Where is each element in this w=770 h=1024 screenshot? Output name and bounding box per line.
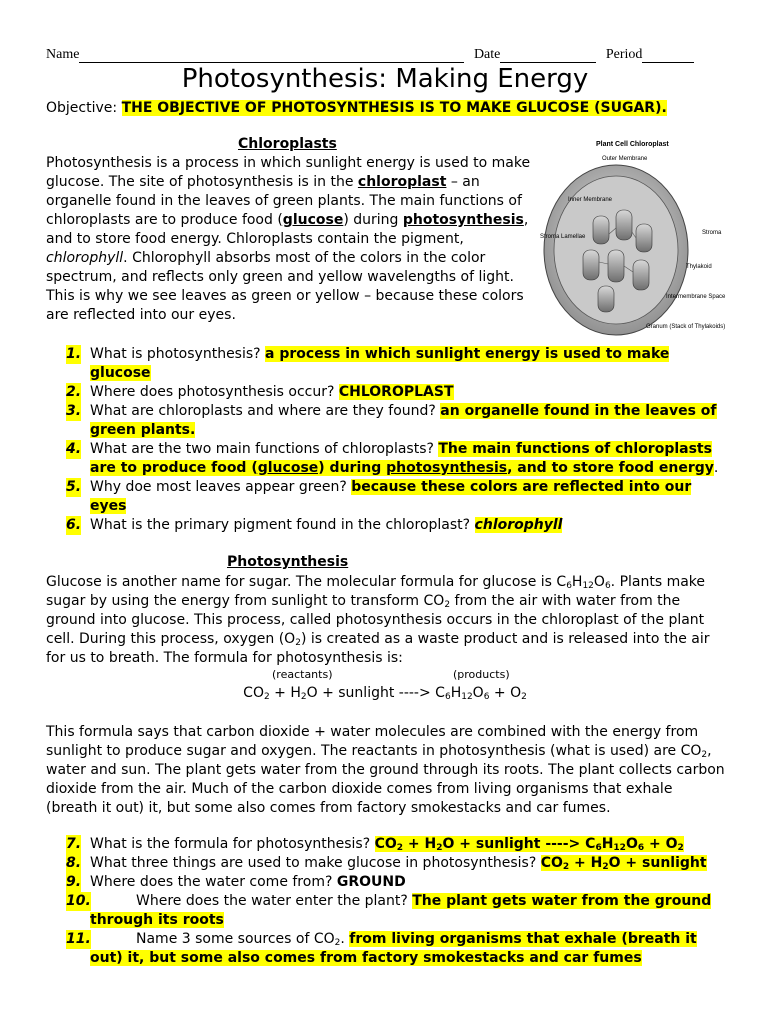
q3-answer: an organelle found in the leaves of green plants.: [90, 403, 717, 438]
q2-text: Where does photosynthesis occur?: [90, 384, 339, 400]
q4-tail: .: [713, 460, 719, 476]
formula-explanation: This formula says that carbon dioxide + water molecules are combined with the energy from sunlight to produce sugar and oxygen. The reactants in photosynthesis (what is used) are $CO_2$, water and sun. The plant gets water from the ground through its roots. The plant collects carbon dioxide from the air. Much of the carbon dioxide comes from living organisms that exhale (breath it out) it, but some also comes from factory smokestacks and car fumes.: [46, 724, 725, 816]
objective: [46, 100, 667, 116]
reactants-label: (reactants): [272, 668, 333, 681]
question-10: [46, 892, 726, 930]
q4-answer-3: , and to store food energy: [507, 460, 714, 476]
diagram-title: Plant Cell Chloroplast: [596, 141, 669, 148]
q8-text: What three things are used to make glucose in photosynthesis?: [90, 855, 541, 871]
q7-answer: $CO_2 + H_2O$ + sunlight ----> $C_6H_{12}O_6 + O_2$: [374, 836, 684, 853]
q10-num: 10.: [66, 893, 91, 909]
question-7: [46, 835, 726, 854]
question-6: [46, 516, 726, 535]
chloro-text-2: – an organelle found in the leaves of green plants. The main functions of chloroplasts are to produce food (: [46, 174, 522, 228]
label-granum: Granum (Stack of Thylakoids): [646, 324, 726, 330]
period-field[interactable]: [642, 48, 694, 63]
q1-answer: a process in which sunlight energy is used to make glucose: [90, 346, 670, 381]
chloro-text-1: Photosynthesis is a process in which sunlight energy is used to make glucose. The site of photosynthesis is in the: [46, 155, 531, 190]
question-1: [46, 345, 726, 383]
glucose-term: glucose: [282, 212, 344, 228]
q7-num: 7.: [66, 836, 82, 852]
question-8: [46, 854, 726, 873]
question-9: [46, 873, 726, 892]
q6-text: What is the primary pigment found in the chloroplast?: [90, 517, 475, 533]
q10-answer: The plant gets water from the ground through its roots: [90, 893, 712, 928]
photosynthesis-term: photosynthesis: [402, 212, 524, 228]
questions-7-11: [46, 835, 726, 968]
name-label: Name: [46, 47, 80, 62]
question-5: [46, 478, 726, 516]
q8-num: 8.: [66, 855, 82, 871]
label-inner-membrane: Inner Membrane: [568, 197, 613, 203]
date-field[interactable]: [500, 48, 596, 63]
name-field[interactable]: [79, 48, 464, 63]
label-stroma: Stroma: [702, 230, 722, 236]
q3-text: What are chloroplasts and where are they found?: [90, 403, 441, 419]
label-intermembrane-space: Intermembrane Space: [666, 294, 726, 300]
objective-text: THE OBJECTIVE OF PHOTOSYNTHESIS IS TO MAKE GLUCOSE (SUGAR).: [121, 100, 667, 116]
q5-num: 5.: [66, 479, 82, 495]
q11-text: Name 3 some sources of $CO_2$.: [136, 931, 350, 948]
q7-text: What is the formula for photosynthesis?: [90, 836, 375, 852]
q4-answer-glucose: glucose: [257, 460, 319, 476]
period-label: Period: [605, 47, 643, 62]
q4-num: 4.: [66, 441, 82, 457]
q11-num: 11.: [66, 931, 91, 947]
chloro-text-5: . Chlorophyll absorbs most of the colors in the color spectrum, and reflects only green and yellow wavelengths of light. This is why we see leaves as green or yellow – because these colors are reflected into our eyes.: [46, 250, 524, 323]
label-outer-membrane: Outer Membrane: [602, 156, 648, 162]
question-4: [46, 440, 726, 478]
chloroplast-diagram: [538, 138, 738, 340]
date-label: Date: [473, 47, 501, 62]
chloroplast-illustration: [538, 138, 738, 340]
q5-answer: because these colors are reflected into our eyes: [90, 479, 692, 514]
q6-num: 6.: [66, 517, 82, 533]
page-title: Photosynthesis: Making Energy: [181, 64, 589, 94]
photosynthesis-formula: $CO_2 + H_2O$ + sunlight ----> $C_6H_{12}O_6 + O_2$: [243, 685, 527, 702]
question-2: [46, 383, 726, 402]
q9-answer: GROUND: [336, 874, 406, 890]
label-stroma-lamellae: Stroma Lamellae: [540, 234, 586, 240]
q1-num: 1.: [66, 346, 82, 362]
chloro-text-3: ) during: [343, 212, 403, 228]
question-11: [46, 930, 726, 968]
question-3: [46, 402, 726, 440]
chloroplast-term: chloroplast: [357, 174, 447, 190]
q5-text: Why doe most leaves appear green?: [90, 479, 352, 495]
q4-answer-1: The main functions of chloroplasts are to produce food (: [90, 441, 712, 476]
q11-answer: from living organisms that exhale (breath it out) it, but some also comes from factory smokestacks and car fumes: [90, 931, 697, 966]
photosynthesis-heading: Photosynthesis: [227, 554, 349, 570]
q4-answer-photosynthesis: photosynthesis: [386, 460, 508, 476]
products-label: (products): [453, 668, 510, 681]
q3-num: 3.: [66, 403, 82, 419]
q9-text: Where does the water come from?: [90, 874, 337, 890]
questions-1-6: [46, 345, 726, 535]
chloroplasts-heading: Chloroplasts: [238, 136, 337, 152]
q6-answer: chlorophyll: [474, 517, 563, 533]
q4-text: What are the two main functions of chloroplasts?: [90, 441, 439, 457]
label-thylakoid: Thylakoid: [686, 264, 712, 270]
objective-label: Objective:: [46, 100, 122, 116]
q2-num: 2.: [66, 384, 82, 400]
q8-answer: $CO_2 + H_2O$ + sunlight: [540, 855, 707, 872]
header-line: [46, 47, 726, 63]
chloroplasts-paragraph: [46, 154, 534, 325]
q4-answer-2: ) during: [318, 460, 387, 476]
chlorophyll-term: chlorophyll: [46, 250, 124, 266]
q1-text: What is photosynthesis?: [90, 346, 266, 362]
chloro-text-4: , and to store food energy. Chloroplasts contain the pigment,: [46, 212, 529, 247]
q10-text: Where does the water enter the plant?: [136, 893, 413, 909]
photosynthesis-paragraph: Glucose is another name for sugar. The molecular formula for glucose is $C_6H_{12}O_6$. Plants make sugar by using the energy from sunlight to transform $CO_2$ from the air with water from the ground into glucose. This process, called photosynthesis occurs in the chloroplast of the plant cell. During this process, oxygen $(O_2)$ is created as a waste product and is released into the air for us to breath. The formula for photosynthesis is:: [46, 574, 710, 666]
q2-answer: CHLOROPLAST: [338, 384, 454, 400]
q9-num: 9.: [66, 874, 82, 890]
